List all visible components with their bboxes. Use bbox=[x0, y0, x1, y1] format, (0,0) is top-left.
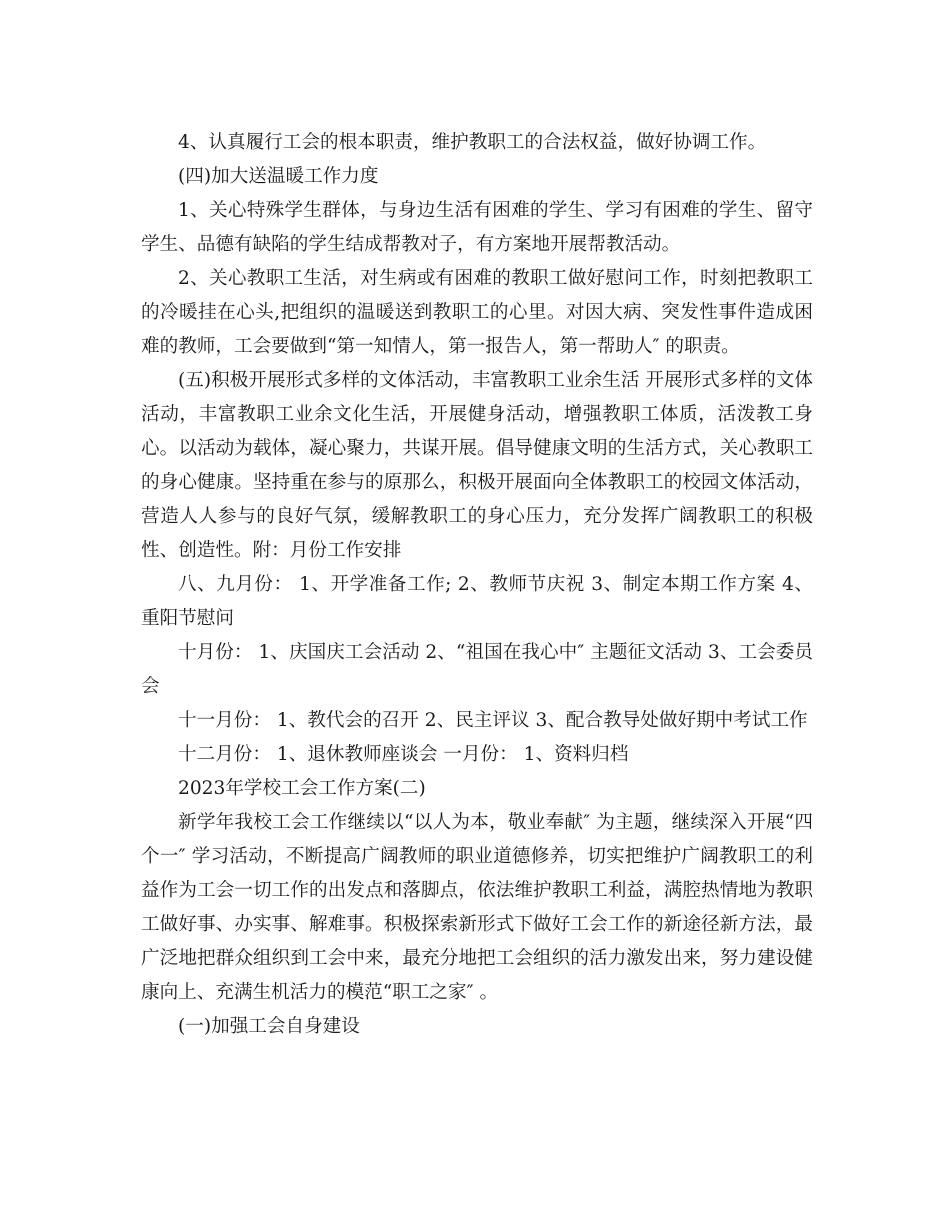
schedule-oct: 十月份： 1、庆国庆工会活动 2、“祖国在我心中″ 主题征文活动 3、工会委员会 bbox=[141, 642, 813, 697]
section-heading-4: (四)加大送温暖工作力度 bbox=[178, 166, 379, 187]
schedule-nov: 十一月份： 1、教代会的召开 2、民主评议 3、配合教导处做好期中考试工作 bbox=[178, 710, 808, 731]
paragraph-cultural-activities: (五)积极开展形式多样的文体活动，丰富教职工业余生活 开展形式多样的文体活动，丰富教职工业余文化生活，开展健身活动，增强教职工体质，活泼教工身心。以活动为载体，凝心聚力，共谋开展。倡导健康文明的生活方式，关心教职工的身心健康。坚持重在参与的原那么，积极开展面向全体教职工的校园文体活动，营造人人参与的良好气氛，缓解教职工的身心压力，充分发挥广阔教职工的积极性、创造性。附：月份工作安排 bbox=[141, 370, 813, 561]
section-heading-1: (一)加强工会自身建设 bbox=[178, 1016, 360, 1037]
paragraph-care-staff: 2、关心教职工生活，对生病或有困难的教职工做好慰问工作，时刻把教职工的冷暖挂在心头,把组织的温暖送到教职工的心里。对因大病、突发性事件造成困难的教师，工会要做到“第一知情人，第一报告人，第一帮助人″ 的职责。 bbox=[141, 268, 813, 357]
paragraph-intro-plan-2: 新学年我校工会工作继续以“以人为本，敬业奉献″ 为主题，继续深入开展“四个一″ 学习活动，不断提高广阔教师的职业道德修养，切实把维护广阔教职工的利益作为工会一切工作的出发点和落脚点，依法维护教职工利益，满腔热情地为教职工做好事、办实事、解难事。积极探索新形式下做好工会工作的新途径新方法，最广泛地把群众组织到工会中来，最充分地把工会组织的活力激发出来，努力建设健康向上、充满生机活力的模范“职工之家″ 。 bbox=[141, 812, 813, 1003]
document-body bbox=[141, 126, 813, 1044]
paragraph-care-students: 1、关心特殊学生群体，与身边生活有困难的学生、学习有困难的学生、留守学生、品德有缺陷的学生结成帮教对子，有方案地开展帮教活动。 bbox=[141, 200, 813, 255]
schedule-dec-jan: 十二月份： 1、退休教师座谈会 一月份： 1、资料归档 bbox=[178, 744, 629, 765]
schedule-aug-sep: 八、九月份： 1、开学准备工作; 2、教师节庆祝 3、制定本期工作方案 4、重阳节慰问 bbox=[141, 574, 813, 629]
paragraph-item-4: 4、认真履行工会的根本职责，维护教职工的合法权益，做好协调工作。 bbox=[178, 132, 767, 153]
plan-title-2: 2023年学校工会工作方案(二) bbox=[178, 778, 426, 799]
